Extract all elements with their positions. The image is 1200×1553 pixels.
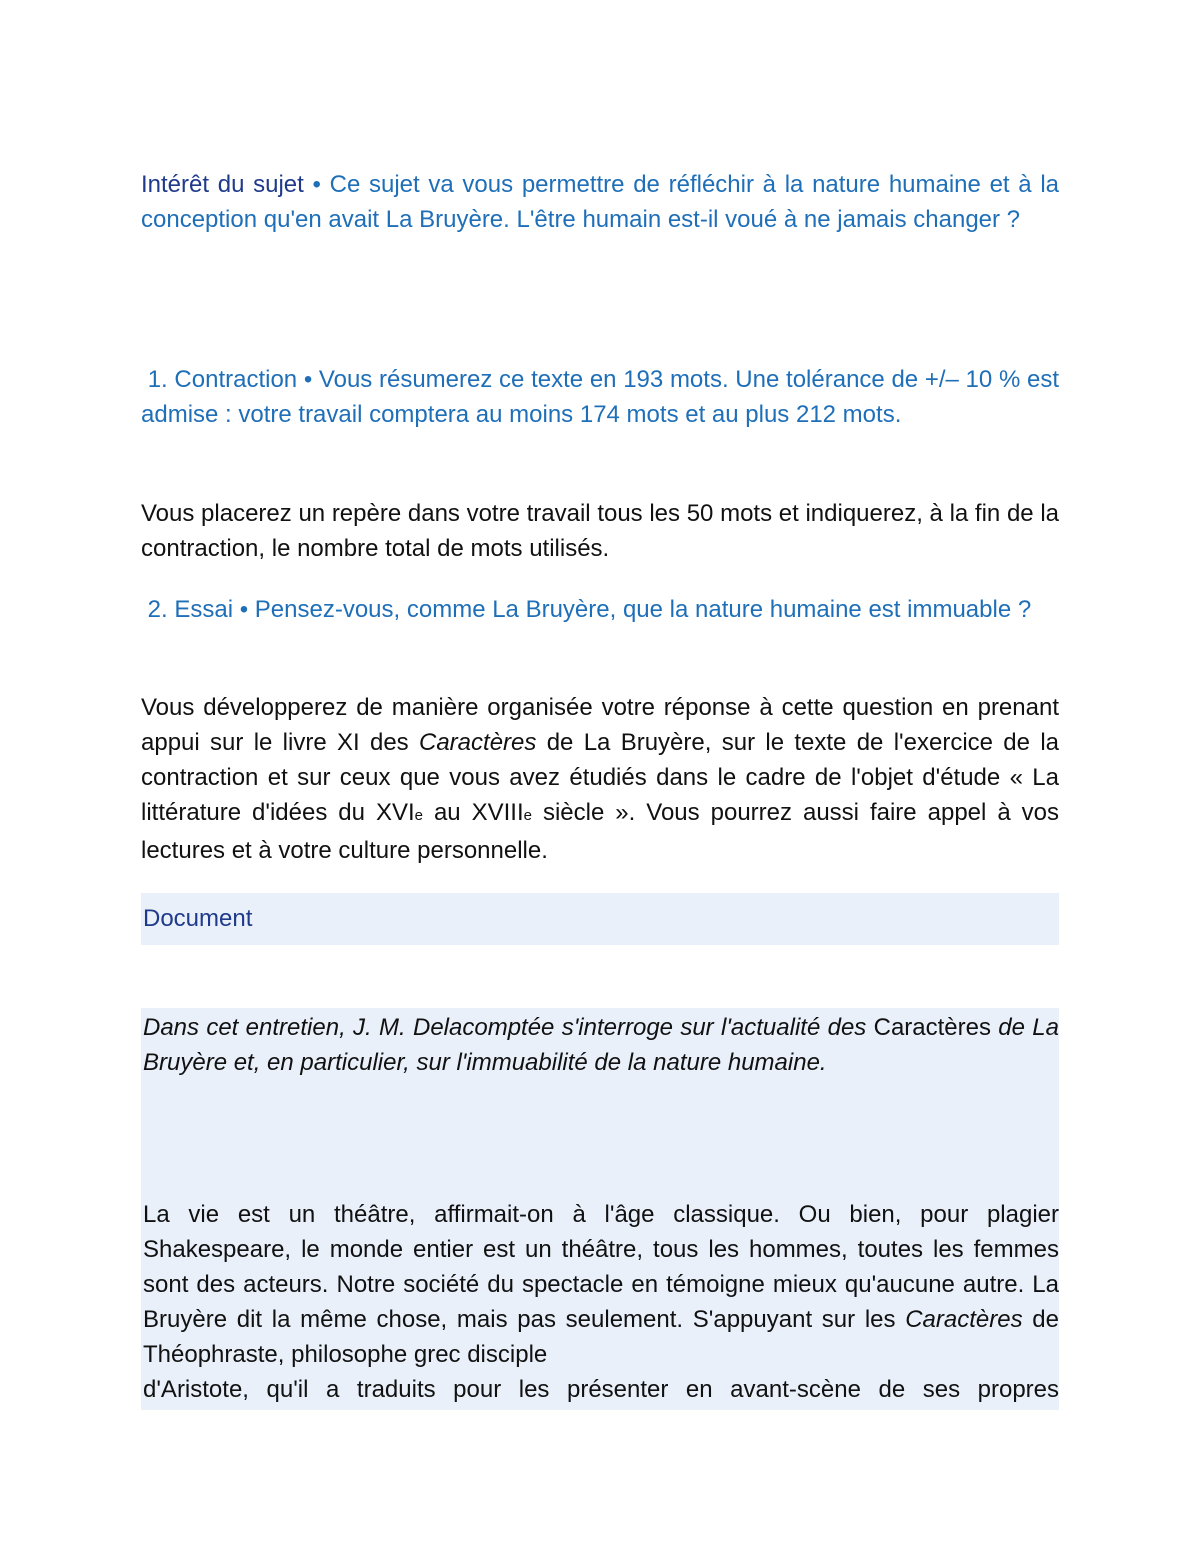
extrait-title: Caractères	[905, 1306, 1023, 1333]
chapeau-title: Caractères	[873, 1014, 991, 1041]
essai-text: 2. Essai • Pensez-vous, comme La Bruyère, que la nature humaine est immuable ?	[141, 596, 1032, 623]
document-header-label: Document	[143, 905, 253, 932]
repere-paragraph	[141, 496, 1059, 566]
essai-paragraph	[141, 690, 1059, 868]
contraction-text: 1. Contraction • Vous résumerez ce texte en 193 mots. Une tolérance de +/– 10 % est admise : votre travail comptera au moins 174 mots et au plus 212 mots.	[141, 366, 1066, 428]
document-chapeau	[143, 1010, 1059, 1080]
essai-para-part1: Vous développerez de manière organisée votre réponse à cette question en prenant appui sur le livre XI des	[141, 694, 1059, 756]
essai-para-part3: au XVIII	[422, 799, 524, 826]
contraction-instruction	[141, 362, 1066, 432]
chapeau-part1: Dans cet entretien, J. M. Delacomptée s'interroge sur l'actualité des	[143, 1014, 874, 1041]
essai-para-sup1: e	[414, 807, 423, 824]
document-extrait	[143, 1197, 1059, 1407]
essai-para-work-title: Caractères	[419, 729, 537, 756]
essai-para-part2: de La Bruyère, sur le texte de l'exercice de la contraction et sur ceux que vous avez étudiés dans le cadre de l'objet d'étude « La littérature d'idées du XVI	[141, 729, 1059, 826]
extrait-last-line: d'Aristote, qu'il a traduits pour les présenter en avant-scène de ses propres	[143, 1376, 1059, 1403]
extrait-part2: de Théophraste, philosophe grec disciple	[143, 1306, 1059, 1368]
document-box	[141, 1008, 1059, 1410]
essai-instruction	[141, 592, 1059, 627]
extrait-part1: La vie est un théâtre, affirmait-on à l'âge classique. Ou bien, pour plagier Shakespeare, le monde entier est un théâtre, tous les hommes, toutes les femmes sont des acteurs. Notre société du spectacle en témoigne mieux qu'aucune autre. La Bruyère dit la même chose, mais pas seulement. S'appuyant sur les	[143, 1201, 1059, 1333]
intro-paragraph	[141, 167, 1059, 237]
chapeau-part2: de La Bruyère et, en particulier, sur l'immuabilité de la nature humaine.	[143, 1014, 1059, 1076]
essai-para-sup2: e	[523, 807, 532, 824]
document-header	[141, 893, 1059, 945]
intro-label: Intérêt du sujet	[141, 171, 304, 198]
essai-para-part4: siècle ». Vous pourrez aussi faire appel à vos lectures et à votre culture personnelle.	[141, 799, 1059, 864]
repere-text: Vous placerez un repère dans votre travail tous les 50 mots et indiquerez, à la fin de la contraction, le nombre total de mots utilisés.	[141, 500, 1059, 562]
intro-text: Ce sujet va vous permettre de réfléchir à la nature humaine et à la conception qu'en avait La Bruyère. L'être humain est-il voué à ne jamais changer ?	[141, 171, 1060, 233]
intro-bullet: •	[303, 171, 330, 198]
